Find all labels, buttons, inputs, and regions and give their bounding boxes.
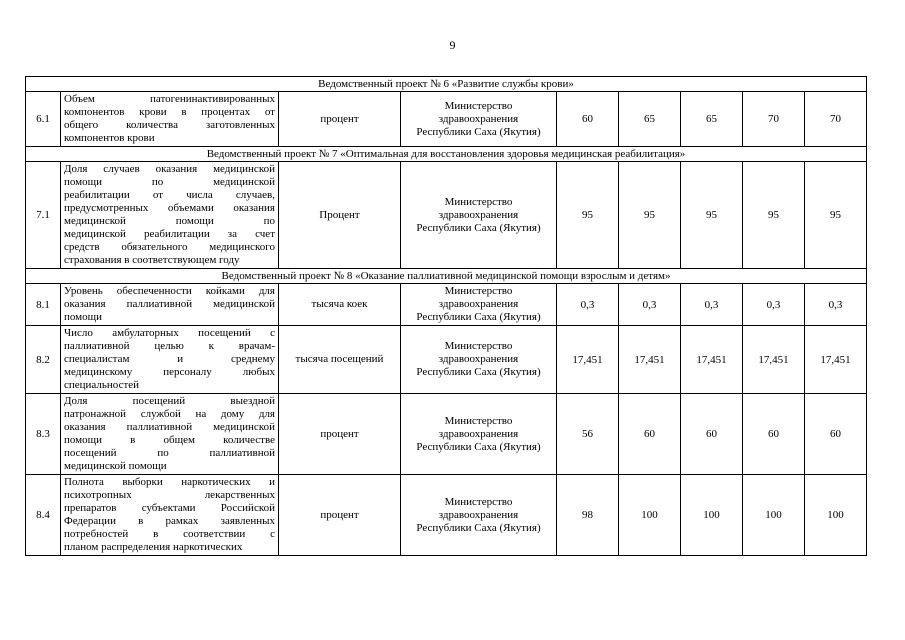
indicator-name-line: Объем патогенинактивированных xyxy=(64,93,275,105)
responsible-body xyxy=(401,162,557,269)
indicator-name-line: медицинской помощи по xyxy=(64,215,275,227)
indicator-number: 8.4 xyxy=(26,475,61,556)
indicators-table xyxy=(25,76,867,556)
indicator-number: 8.2 xyxy=(26,326,61,394)
indicator-name-line: паллиативной целью к врачам- xyxy=(64,340,275,352)
indicator-name-line: Уровень обеспеченности койками для xyxy=(64,285,275,297)
indicator-value: 95 xyxy=(619,162,681,269)
indicator-number: 8.1 xyxy=(26,284,61,326)
section-title: Ведомственный проект № 7 «Оптимальная для восстановления здоровья медицинская реабилитация» xyxy=(26,147,867,162)
indicator-value: 17,451 xyxy=(619,326,681,394)
responsible-body xyxy=(401,394,557,475)
indicator-name-line: компонентов крови xyxy=(64,132,155,144)
indicator-value: 0,3 xyxy=(681,284,743,326)
indicator-name-line: общего количества заготовленных xyxy=(64,119,275,131)
indicator-name-line: оказания паллиативной медицинской xyxy=(64,421,275,433)
responsible-body-line: Республики Саха (Якутия) xyxy=(416,221,541,234)
indicator-name-line: посещений по паллиативной xyxy=(64,447,275,459)
indicator-value: 65 xyxy=(681,92,743,147)
indicator-name-line: специальностей xyxy=(64,379,140,391)
indicator-value: 60 xyxy=(743,394,805,475)
indicator-name-line: Число амбулаторных посещений с xyxy=(64,327,275,339)
indicator-name-line: Доля случаев оказания медицинской xyxy=(64,163,275,175)
indicator-name-line: помощи xyxy=(64,311,102,323)
unit-of-measure: процент xyxy=(279,475,401,556)
indicator-name-line: патронажной службой на дому для xyxy=(64,408,275,420)
indicator-name-line: психотропных лекарственных xyxy=(64,489,275,501)
indicator-value: 56 xyxy=(557,394,619,475)
indicator-name-line: медицинскому персоналу любых xyxy=(64,366,275,378)
indicator-name-line: Полнота выборки наркотических и xyxy=(64,476,275,488)
table-row xyxy=(26,475,867,556)
page-number: 9 xyxy=(449,38,456,52)
indicator-name-line: препаратов субъектами Российской xyxy=(64,502,275,514)
indicator-name-line: медицинской помощи xyxy=(64,460,167,472)
unit-of-measure: процент xyxy=(279,394,401,475)
indicator-number: 6.1 xyxy=(26,92,61,147)
responsible-body xyxy=(401,326,557,394)
indicator-value: 100 xyxy=(619,475,681,556)
responsible-body xyxy=(401,284,557,326)
responsible-body-line: Министерство xyxy=(444,414,513,427)
indicator-name-line: Доля посещений выездной xyxy=(64,395,275,407)
responsible-body-line: здравоохранения xyxy=(438,298,519,310)
responsible-body-line: Министерство xyxy=(444,340,513,352)
indicator-name-line: медицинской реабилитации за счет xyxy=(64,228,275,240)
unit-of-measure: процент xyxy=(279,92,401,147)
unit-of-measure: тысяча посещений xyxy=(279,326,401,394)
indicator-value: 100 xyxy=(805,475,867,556)
indicator-name xyxy=(61,475,279,556)
indicator-name-line: средств обязательного медицинского xyxy=(64,241,275,253)
indicator-name-line: специалистам и среднему xyxy=(64,353,275,365)
indicator-value: 0,3 xyxy=(743,284,805,326)
indicator-value: 65 xyxy=(619,92,681,147)
indicator-name-line: потребностей в соответствии с xyxy=(64,528,275,540)
responsible-body xyxy=(401,92,557,147)
responsible-body-line: Министерство xyxy=(444,195,513,208)
indicator-value: 60 xyxy=(557,92,619,147)
responsible-body-line: Республики Саха (Якутия) xyxy=(416,521,541,534)
indicator-value: 60 xyxy=(619,394,681,475)
table-row xyxy=(26,92,867,147)
indicator-name-line: Федерации в рамках заявленных xyxy=(64,515,275,527)
section-title: Ведомственный проект № 6 «Развитие службы крови» xyxy=(26,77,867,92)
indicator-value: 0,3 xyxy=(557,284,619,326)
indicator-value: 17,451 xyxy=(743,326,805,394)
indicator-value: 95 xyxy=(805,162,867,269)
indicator-name-line: помощи в общем количестве xyxy=(64,434,275,446)
indicator-value: 95 xyxy=(681,162,743,269)
responsible-body-line: Республики Саха (Якутия) xyxy=(416,440,541,453)
indicator-value: 60 xyxy=(681,394,743,475)
responsible-body-line: Республики Саха (Якутия) xyxy=(416,311,541,323)
responsible-body-line: здравоохранения xyxy=(438,208,519,221)
indicator-name-line: страхования в соответствующем году xyxy=(64,254,240,266)
section-header-row xyxy=(26,269,867,284)
indicator-name xyxy=(61,92,279,147)
indicator-name xyxy=(61,162,279,269)
table-row xyxy=(26,326,867,394)
section-header-row xyxy=(26,77,867,92)
indicator-value: 95 xyxy=(743,162,805,269)
indicator-value: 17,451 xyxy=(557,326,619,394)
responsible-body xyxy=(401,475,557,556)
unit-of-measure: Процент xyxy=(279,162,401,269)
indicator-value: 17,451 xyxy=(805,326,867,394)
indicator-value: 98 xyxy=(557,475,619,556)
indicator-name xyxy=(61,284,279,326)
indicator-value: 100 xyxy=(743,475,805,556)
indicator-value: 0,3 xyxy=(619,284,681,326)
indicator-name-line: оказания паллиативной медицинской xyxy=(64,298,275,310)
responsible-body-line: Министерство xyxy=(444,99,513,112)
indicator-value: 0,3 xyxy=(805,284,867,326)
indicator-name-line: предусмотренных объемами оказания xyxy=(64,202,275,214)
responsible-body-line: Министерство xyxy=(444,285,513,297)
indicator-value: 100 xyxy=(681,475,743,556)
responsible-body-line: здравоохранения xyxy=(438,427,519,440)
indicator-name-line: планом распределения наркотических xyxy=(64,541,243,553)
indicator-name-line: компонентов крови в процентах от xyxy=(64,106,275,118)
responsible-body-line: здравоохранения xyxy=(438,353,519,365)
table-row xyxy=(26,394,867,475)
indicator-name xyxy=(61,394,279,475)
indicator-value: 70 xyxy=(743,92,805,147)
section-header-row xyxy=(26,147,867,162)
section-title: Ведомственный проект № 8 «Оказание паллиативной медицинской помощи взрослым и детям» xyxy=(26,269,867,284)
indicator-number: 8.3 xyxy=(26,394,61,475)
responsible-body-line: Республики Саха (Якутия) xyxy=(416,125,541,138)
indicator-number: 7.1 xyxy=(26,162,61,269)
indicator-value: 95 xyxy=(557,162,619,269)
indicator-value: 70 xyxy=(805,92,867,147)
indicators-table-body xyxy=(26,77,867,556)
indicator-value: 60 xyxy=(805,394,867,475)
indicator-name-line: реабилитации от числа случаев, xyxy=(64,189,275,201)
indicator-name xyxy=(61,326,279,394)
indicator-name-line: помощи по медицинской xyxy=(64,176,275,188)
unit-of-measure: тысяча коек xyxy=(279,284,401,326)
table-row xyxy=(26,284,867,326)
responsible-body-line: здравоохранения xyxy=(438,508,519,521)
indicator-value: 17,451 xyxy=(681,326,743,394)
responsible-body-line: здравоохранения xyxy=(438,112,519,125)
table-row xyxy=(26,162,867,269)
responsible-body-line: Министерство xyxy=(444,495,513,508)
responsible-body-line: Республики Саха (Якутия) xyxy=(416,366,541,378)
